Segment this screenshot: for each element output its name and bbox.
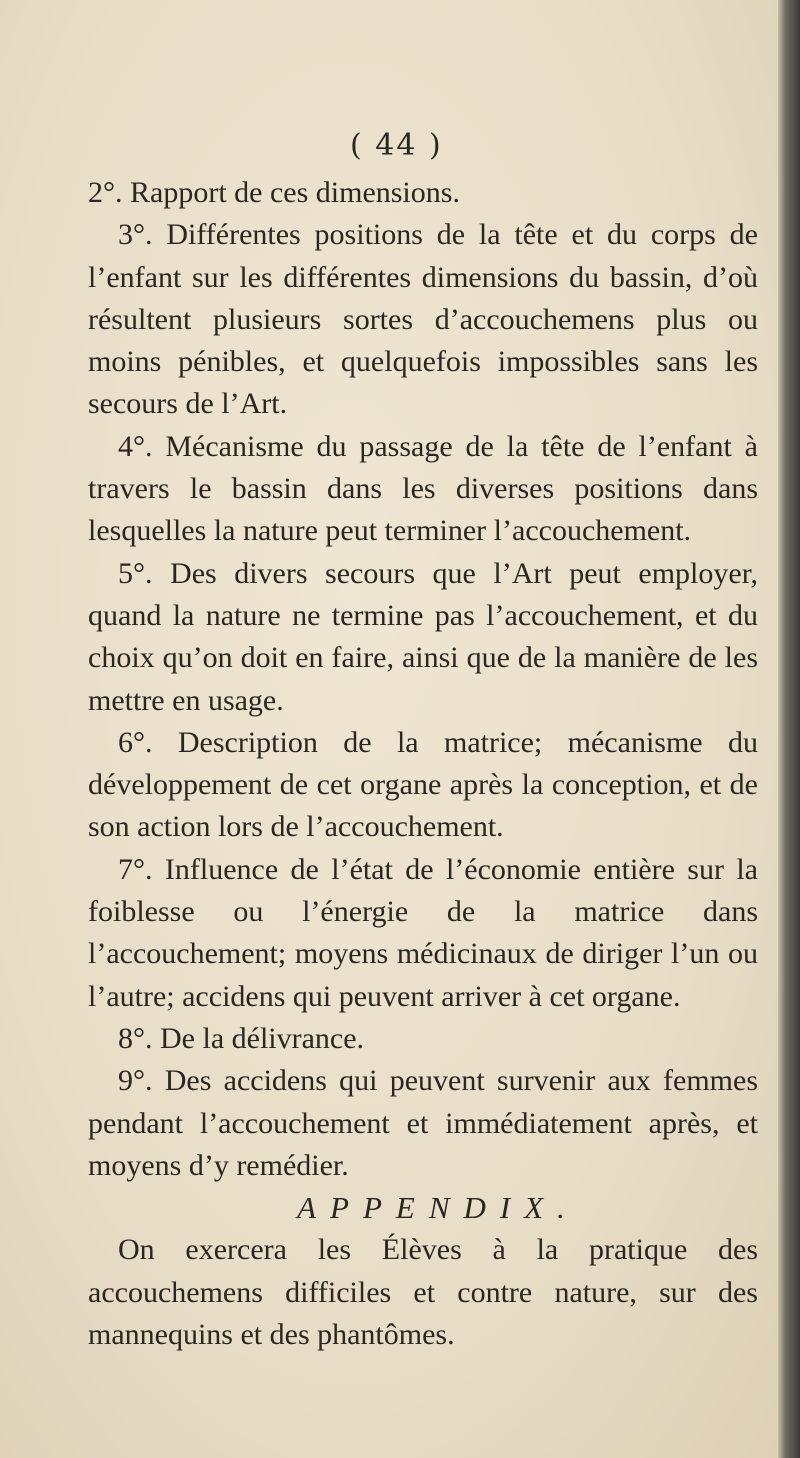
item-2: 2°. Rapport de ces dimensions. — [88, 176, 460, 209]
item-5: 5°. Des divers secours que l’Art peut employer, quand la nature ne termine pas l’accouchement, et du choix qu’on doit en faire, ainsi que de la manière de les mettre en usage. — [88, 556, 758, 717]
page-edge-shadow — [778, 0, 800, 1458]
item-8: 8°. De la délivrance. — [118, 1021, 365, 1055]
item-6: 6°. Description de la matrice; mécanisme du développement de cet organe après la conception, et de son action lors de l’accouchement. — [88, 725, 758, 844]
appendix-heading: APPENDIX. — [297, 1190, 579, 1226]
item-9: 9°. Des accidens qui peuvent survenir aux femmes pendant l’accouchement et immédiatement après, et moyens d’y remédier. — [88, 1064, 758, 1182]
item-3: 3°. Différentes positions de la tête et du corps de l’enfant sur les différentes dimensions du bassin, d’où résultent plusieurs sortes d’accouchemens plus ou moins pénibles, et quelquefois impossibles sans les secours de l’Art. — [88, 218, 758, 421]
page-body — [88, 172, 758, 1356]
page-number: ( 44 ) — [350, 128, 443, 163]
item-4: 4°. Mécanisme du passage de la tête de l’enfant à travers le bassin dans les diverses positions dans lesquelles la nature peut terminer l’accouchement. — [88, 429, 758, 548]
item-7: 7°. Influence de l’état de l’économie entière sur la foiblesse ou l’énergie de la matrice dans l’accouchement; moyens médicinaux de diriger l’un ou l’autre; accidens qui peuvent arriver à cet organe. — [88, 852, 758, 1013]
appendix-paragraph: On exercera les Élèves à la pratique des accouchemens difficiles et contre nature, sur des mannequins et des phantômes. — [88, 1233, 758, 1352]
